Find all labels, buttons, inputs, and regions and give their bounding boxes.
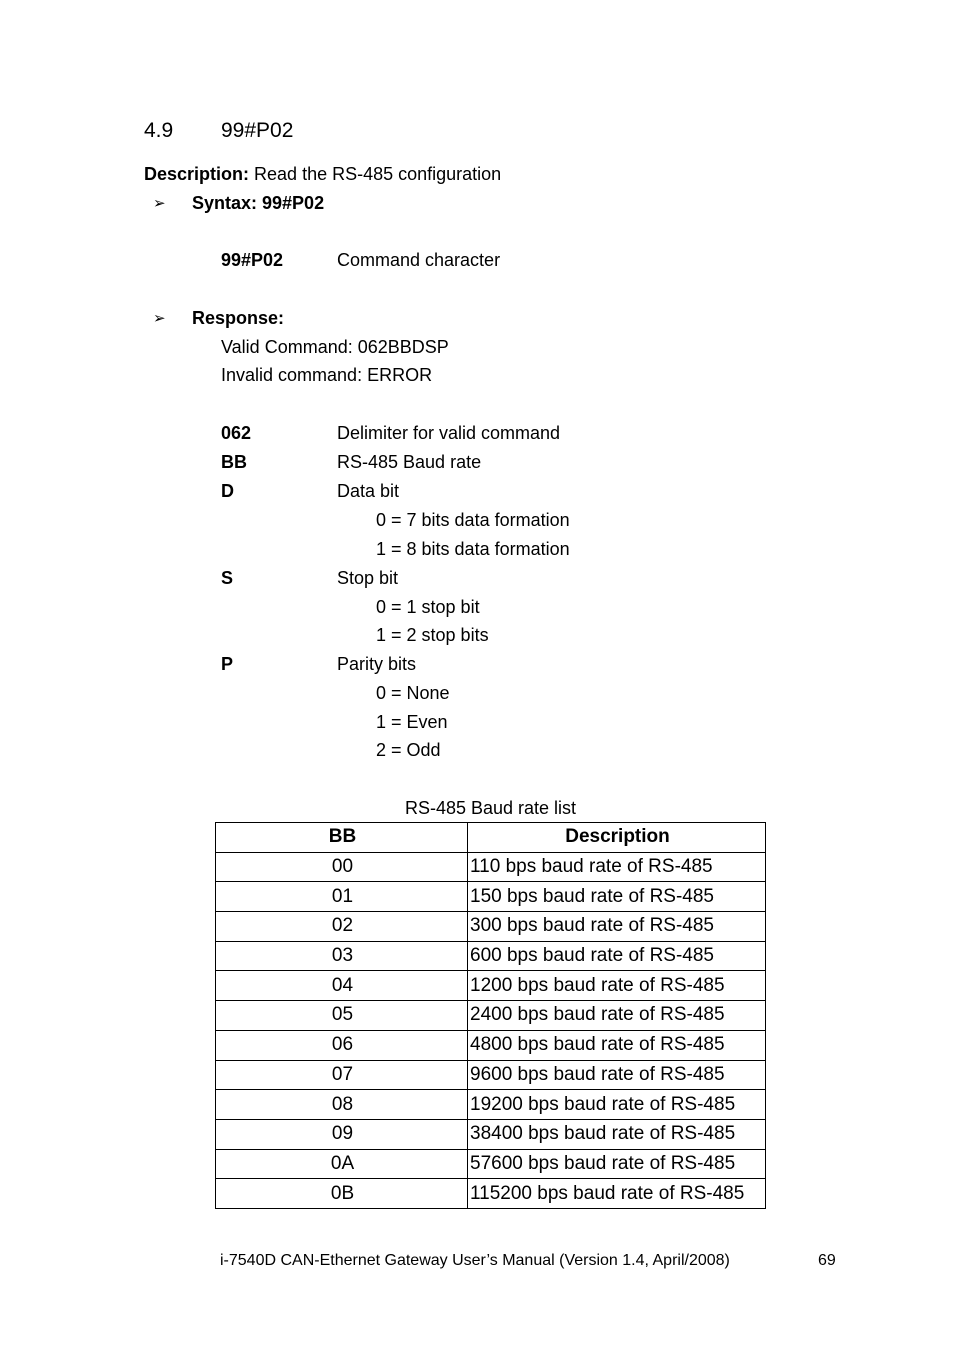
syntax-bullet-icon: ➢ [153,195,166,212]
cell-bb: 0A [216,1149,468,1179]
cell-bb: 00 [216,852,468,882]
header-bb: BB [216,823,468,853]
field-option: 0 = None [376,683,450,703]
field-desc: Delimiter for valid command [337,423,561,443]
table-row [216,1179,766,1209]
section-number: 4.9 [144,119,174,142]
table-row [216,1001,766,1031]
field-desc: Stop bit [337,568,399,588]
table-row [216,941,766,971]
cell-bb: 06 [216,1030,468,1060]
cell-description: 110 bps baud rate of RS-485 [468,852,766,882]
cell-bb: 05 [216,1001,468,1031]
cell-bb: 02 [216,912,468,942]
cell-description: 19200 bps baud rate of RS-485 [468,1090,766,1120]
response-label: Response: [192,308,285,328]
field-desc: Parity bits [337,654,417,674]
response-invalid-line: Invalid command: ERROR [221,365,433,385]
cell-bb: 01 [216,882,468,912]
cell-bb: 0B [216,1179,468,1209]
cell-bb: 03 [216,941,468,971]
cell-bb: 09 [216,1119,468,1149]
field-desc: Data bit [337,481,400,501]
cell-description: 600 bps baud rate of RS-485 [468,941,766,971]
description-text: Read the RS-485 configuration [254,164,502,184]
description-line [144,163,501,185]
field-option: 1 = Even [376,712,448,732]
cell-description: 9600 bps baud rate of RS-485 [468,1060,766,1090]
page-number: 69 [818,1252,836,1269]
table-row [216,1030,766,1060]
syntax-term: 99#P02 [221,250,284,270]
cell-bb: 07 [216,1060,468,1090]
cell-description: 57600 bps baud rate of RS-485 [468,1149,766,1179]
table-row [216,1149,766,1179]
syntax-label: Syntax: 99#P02 [192,193,325,213]
field-term: P [221,654,234,674]
cell-description: 2400 bps baud rate of RS-485 [468,1001,766,1031]
response-valid-line: Valid Command: 062BBDSP [221,337,449,357]
field-option: 1 = 2 stop bits [376,625,489,645]
footer-text: i-7540D CAN-Ethernet Gateway User’s Manual (Version 1.4, April/2008) [220,1252,730,1269]
field-term: D [221,481,234,501]
table-row [216,882,766,912]
table-row [216,1119,766,1149]
field-option: 0 = 7 bits data formation [376,510,570,530]
cell-description: 150 bps baud rate of RS-485 [468,882,766,912]
table-row [216,971,766,1001]
table-header-row [216,823,766,853]
section-title: 99#P02 [221,119,294,142]
field-option: 1 = 8 bits data formation [376,539,570,559]
field-term: 062 [221,423,252,443]
field-term: BB [221,452,247,472]
baud-rate-table [215,822,766,1209]
cell-bb: 04 [216,971,468,1001]
field-desc: RS-485 Baud rate [337,452,482,472]
cell-description: 115200 bps baud rate of RS-485 [468,1179,766,1209]
cell-description: 1200 bps baud rate of RS-485 [468,971,766,1001]
cell-description: 38400 bps baud rate of RS-485 [468,1119,766,1149]
table-caption: RS-485 Baud rate list [404,798,577,818]
table-row [216,852,766,882]
description-label: Description: [144,164,250,184]
response-bullet-icon: ➢ [153,310,166,327]
table-body [216,852,766,1208]
table-row [216,1090,766,1120]
header-description: Description [468,823,766,853]
cell-bb: 08 [216,1090,468,1120]
field-option: 0 = 1 stop bit [376,597,480,617]
cell-description: 300 bps baud rate of RS-485 [468,912,766,942]
table-row [216,912,766,942]
field-option: 2 = Odd [376,740,441,760]
syntax-desc: Command character [337,250,501,270]
cell-description: 4800 bps baud rate of RS-485 [468,1030,766,1060]
field-term: S [221,568,234,588]
table-row [216,1060,766,1090]
